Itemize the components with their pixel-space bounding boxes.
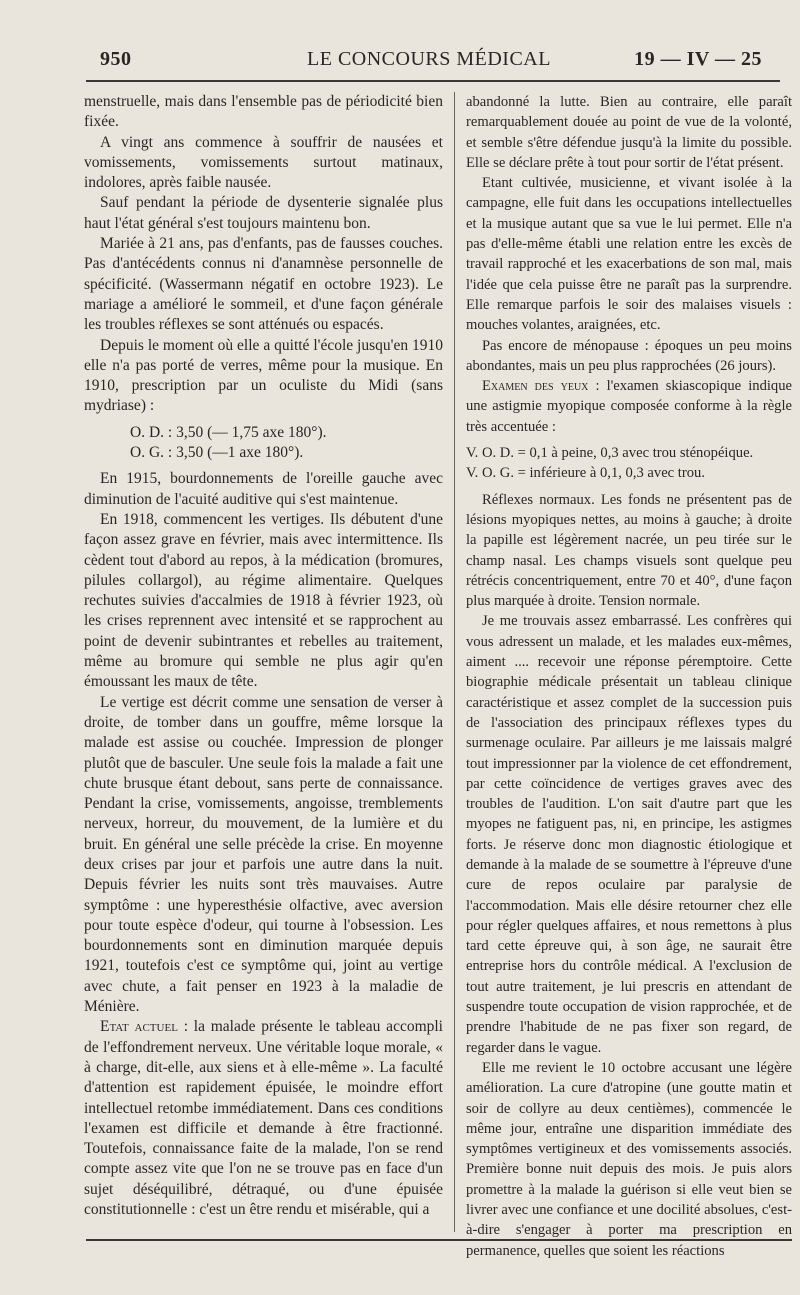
issue-date: 19 — IV — 25 bbox=[634, 48, 762, 70]
paragraph: Réflexes normaux. Les fonds ne présentent pas de lésions myopiques nettes, au moins à gauche; à droite la papille est légèrement nacrée, un peu tirée sur le champ nasal. Les champs visuels sont quelque peu rétrécis concentriquement, entre 70 et 40°, d'une façon plus marquée à droite. Tension normale. bbox=[466, 491, 792, 610]
paragraph bbox=[466, 376, 792, 437]
paragraph: menstruelle, mais dans l'ensemble pas de périodicité bien fixée. bbox=[84, 93, 443, 131]
paragraph: Pas encore de ménopause : époques un peu moins abondantes, mais un peu plus rapprochées (26 jours). bbox=[466, 337, 792, 374]
paragraph: Elle me revient le 10 octobre accusant une légère amélioration. La cure d'atropine (une goutte matin et soir de collyre au deux centièmes), commencée le même jour, entraîne une disparition immédiate des symptômes vertigineux et des vomissements associés. Première bonne nuit depuis des mois. Je puis alors promettre à la malade la guérison si elle veut bien se livrer avec une confiance et une docilité absolues, c'est-à-dire s'engager à porter ma prescription en permanence, quelles que soient les réactions bbox=[466, 1059, 792, 1259]
paragraph: A vingt ans commence à souffrir de nausées et vomissements, vomissements surtout matinaux, indolores, après faible nausée. bbox=[84, 133, 443, 192]
paragraph-text: : la malade présente le tableau accompli de l'effondrement nerveux. Une véritable loque morale, « à charge, dit-elle, aux siens et à elle-même ». La faculté d'attention est rapidement épuisée, le moindre effort intellectuel retombe immédiatement. Dans ces conditions l'examen est difficile et demande à être fractionné. Toutefois, connaissance faite de la malade, l'on se rend compte assez vite que l'on ne se trouve pas en face d'un sujet déséquilibré, détraqué, ou d'une épuisée constitutionnelle : c'est un être rendu et misérable, qui a bbox=[84, 1018, 443, 1219]
section-label: Etat actuel bbox=[100, 1018, 178, 1036]
paragraph-text: : l'examen skiascopique indique une astigmie myopique composée conforme à la règle très accentuée : bbox=[466, 378, 792, 435]
paragraph bbox=[84, 1017, 443, 1220]
paragraph: En 1918, commencent les vertiges. Ils débutent d'une façon assez grave en février, mais avec intermittence. Ils cèdent tout d'abord au repos, à la médication (bromures, pilules collargol), au régime alimentaire. Quelques rechutes suivies d'accalmies de 1918 à février 1923, où les crises reprennent avec intensité et se rapprochent au point de devenir subintrantes et rebelles au traitement, même au bromure qui semble ne plus agir qu'en émoussant les maux de tête. bbox=[84, 510, 443, 691]
paragraph: Mariée à 21 ans, pas d'enfants, pas de fausses couches. Pas d'antécédents connus ni d'anamnèse personnelle de spécificité. (Wassermann négatif en octobre 1923). Le mariage a amélioré le sommeil, et d'une façon générale les troubles réflexes se sont atténués ou espacés. bbox=[84, 235, 443, 334]
column-divider bbox=[454, 92, 455, 1232]
paragraph: Le vertige est décrit comme une sensation de verser à droite, de tomber dans un gouffre, même lorsque la malade est assise ou couchée. Impression de plonger plutôt que de basculer. Une seule fois la malade a fait une chute brusque étant debout, sans perte de connaissance. Pendant la crise, vomissements, angoisse, tremblements nerveux, horreur, du mouvement, de la lumière et du bruit. En général une selle précède la crise. En moyenne deux crises par jour et parfois une autre dans la nuit. Depuis février les nuits sont très mauvaises. Autre symptôme : une hyperesthésie olfactive, avec aversion pour toute espèce d'odeur, qui tourne à l'obsession. Les bourdonnements sont en diminution marquée depuis 1921, toutefois c'est ce symptôme qui, joint au vertige avec chute, a fait penser en 1923 à la maladie de Ménière. bbox=[84, 693, 443, 1016]
left-column bbox=[84, 92, 443, 1220]
paragraph: En 1915, bourdonnements de l'oreille gauche avec diminution de l'acuité auditive qui s'est maintenue. bbox=[84, 470, 443, 508]
paragraph: abandonné la lutte. Bien au contraire, elle paraît remarquablement douée au point de vue de la volonté, et semble s'être défendue jusqu'à la limite du possible. Elle se déclare prête à tout pour sortir de l'état présent. bbox=[466, 94, 792, 171]
right-column bbox=[466, 92, 792, 1261]
page-number: 950 bbox=[100, 48, 132, 70]
header-rule bbox=[86, 80, 780, 82]
visual-acuity-od: V. O. D. = 0,1 à peine, 0,3 avec trou sténopéique. bbox=[466, 445, 754, 462]
journal-title: LE CONCOURS MÉDICAL bbox=[307, 48, 551, 70]
visual-acuity-og: V. O. G. = inférieure à 0,1, 0,3 avec trou. bbox=[466, 465, 705, 482]
footer-rule bbox=[86, 1239, 792, 1241]
paragraph: Sauf pendant la période de dysenterie signalée plus haut l'état général s'est toujours maintenu bon. bbox=[84, 194, 443, 232]
paragraph: Etant cultivée, musicienne, et vivant isolée à la campagne, elle fuit dans les occupations intellectuelles et la musique autant que sa vue le lui permet. Elle n'a pas d'elle-même établi une relation entre les excès de travail rapproché et les exacerbations de son mal, mais l'idée que cela puisse être ne paraît pas la surprendre. Elle remarque parfois le soir des malaises visuels : mouches volantes, araignées, etc. bbox=[466, 175, 792, 334]
paragraph: Depuis le moment où elle a quitté l'école jusqu'en 1910 elle n'a pas porté de verres, même pour la musique. En 1910, prescription par un oculiste du Midi (sans mydriase) : bbox=[84, 336, 443, 415]
prescription-od: O. D. : 3,50 (— 1,75 axe 180°). bbox=[130, 423, 327, 441]
running-header bbox=[86, 48, 772, 74]
section-label: Examen des yeux bbox=[482, 378, 589, 395]
paragraph: Je me trouvais assez embarrassé. Les confrères qui vous adressent un malade, et les malades eux-mêmes, aiment .... recevoir une réponse péremptoire. Cette biographie médicale présentait un tableau clinique caractéristique et assez complet de la succession puis de l'association des principaux réflexes types du surmenage oculaire. Par ailleurs je me laissais malgré tout impressionner par la violence de cet effondrement, par cette coïncidence de vertiges graves avec des troubles de l'audition. L'on sait d'autre part que les myopes ne fatiguent pas, ni, en principe, les astigmes forts. Je réserve donc mon diagnostic étiologique et demande à la malade de se soumettre à l'épreuve d'une cure de repos oculaire par paralysie de l'accommodation. Mais elle désire retourner chez elle pour régler quelques affaires, et nous remettons à plus tard cette épreuve qui, à son âge, ne saurait être entreprise hors du contrôle médical. A l'exclusion de tout autre traitement, je lui prescris en attendant de suspendre toute occupation de vision rapprochée, et de prendre l'habitude de ne pas fixer son regard, de regarder dans le vague. bbox=[466, 613, 792, 1056]
prescription-og: O. G. : 3,50 (—1 axe 180°). bbox=[130, 444, 304, 462]
